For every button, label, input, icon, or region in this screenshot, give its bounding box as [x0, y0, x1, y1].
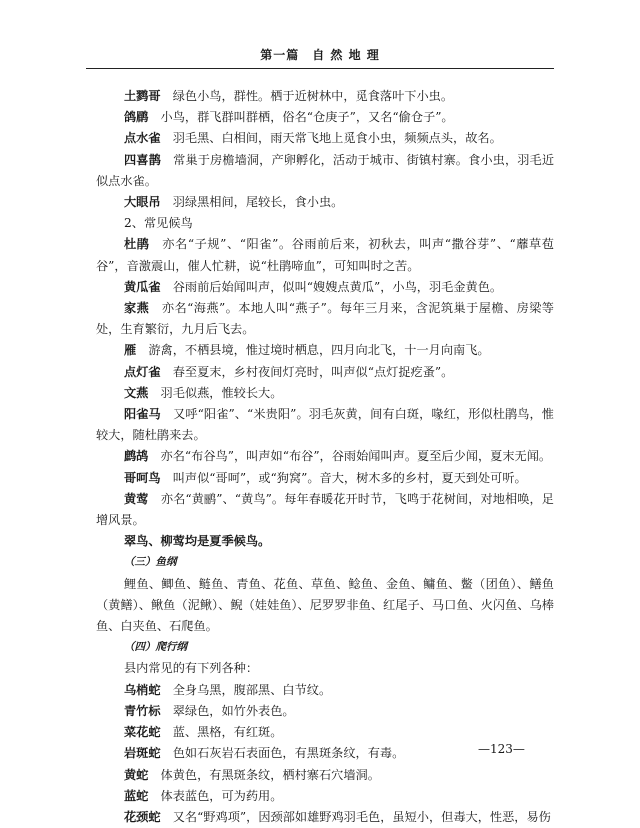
entry-name: 阳雀马 — [124, 407, 161, 422]
entry-text: 蓝、黑格，有红斑。 — [160, 725, 283, 740]
entry-text: 又呼“阳雀”、“米贵阳”。羽毛灰黄，间有白斑，喙红，形似杜鹃鸟，惟较大，随杜鹃来去。 — [96, 407, 554, 443]
entry-name: 花颈蛇 — [124, 809, 161, 824]
entry-name: 黄蛇 — [124, 767, 149, 782]
entry-paragraph — [96, 150, 554, 192]
entry-paragraph — [96, 489, 554, 531]
entry-name: 大眼吊 — [124, 195, 161, 210]
entry-paragraph — [96, 765, 554, 786]
entry-paragraph — [96, 701, 554, 722]
entry-paragraph — [96, 446, 554, 467]
entry-name: 家燕 — [124, 301, 150, 316]
header-rule — [86, 68, 554, 69]
body-paragraph: 鲤鱼、鲫鱼、鲢鱼、青鱼、花鱼、草鱼、鲶鱼、金鱼、鳙鱼、鳖（团鱼）、鳝鱼（黄鳝）、鳅鱼（泥鳅）、鲵（娃娃鱼）、尼罗罗非鱼、红尾子、马口鱼、火闪鱼、乌棒鱼、白夹鱼、石爬鱼。 — [96, 576, 554, 634]
entry-text: 体黄色，有黑斑条纹，栖村寨石穴墙洞。 — [148, 767, 380, 782]
entry-text: 全身乌黑，腹部黑、白节纹。 — [160, 682, 332, 697]
entry-paragraph — [96, 192, 554, 213]
entry-name: 菜花蛇 — [124, 725, 161, 740]
entry-text: 常巢于房檐墙洞，产卵孵化，活动于城市、街镇村寨。食小虫，羽毛近似点水雀。 — [96, 152, 555, 188]
entry-name: 哥呵鸟 — [124, 470, 161, 485]
entry-name: 蓝蛇 — [124, 788, 149, 803]
section-heading: （三）鱼纲 — [124, 556, 177, 569]
entry-paragraph — [96, 531, 554, 552]
entry-text: 羽绿黑相间，尾较长，食小虫。 — [160, 195, 344, 210]
entry-paragraph — [96, 298, 554, 340]
entry-paragraph — [96, 680, 554, 701]
entry-paragraph — [96, 786, 554, 807]
entry-text: 羽毛似燕，惟较长大。 — [148, 385, 283, 400]
entry-name: 点灯雀 — [124, 364, 161, 379]
entry-paragraph — [96, 107, 554, 128]
entry-text: 色如石灰岩石表面色，有黑斑条纹，有毒。 — [160, 746, 405, 761]
entry-name: 黄莺 — [124, 491, 149, 506]
entry-paragraph — [96, 340, 554, 361]
entry-text: 叫声似“哥呵”，或“狗窝”。音大，树木多的乡村，夏天到处可听。 — [160, 470, 527, 485]
entry-name: 四喜鹊 — [124, 152, 161, 167]
entry-name: 点水雀 — [124, 131, 161, 146]
page-number: —123— — [478, 742, 525, 756]
entry-paragraph — [96, 362, 554, 383]
entry-text: 翠绿色，如竹外表色。 — [160, 703, 295, 718]
entry-name: 鸽鹛 — [124, 110, 149, 125]
entry-paragraph — [96, 234, 554, 276]
section-heading: （四）爬行纲 — [124, 641, 187, 654]
subheading: 县内常见的有下列各种： — [124, 661, 259, 676]
running-header: 第一篇 自 然 地 理 — [260, 48, 380, 62]
entry-text: 亦名“布谷鸟”，叫声如“布谷”，谷雨始闻叫声。夏至后少闻，夏末无闻。 — [148, 449, 552, 464]
page-content — [96, 86, 554, 828]
entry-name: 翠鸟、柳莺均是夏季候鸟。 — [124, 534, 271, 549]
entry-text: 体表蓝色，可为药用。 — [148, 788, 283, 803]
entry-name: 鹧鸪 — [124, 449, 149, 464]
entry-paragraph — [96, 128, 554, 149]
entry-paragraph — [96, 468, 554, 489]
entry-name: 土鹨哥 — [124, 89, 161, 103]
entry-text: 小鸟，群飞群叫群栖，俗名“仓庚子”，又名“偷仓子”。 — [148, 110, 454, 125]
entry-text: 绿色小鸟，群性。栖于近树林中，觅食落叶下小虫。 — [160, 89, 454, 103]
entry-text: 游禽，不栖县境，惟过境时栖息，四月向北飞，十一月向南飞。 — [136, 343, 490, 358]
entry-text: 亦名“海燕”。本地人叫“燕子”。每年三月来，含泥筑巢于屋檐、房梁等处，生育繁衍，九月后飞去。 — [96, 301, 554, 337]
entry-text: 又名“野鸡项”，因颈部如雄野鸡羽毛色，虽短小，但毒大，性恶，易伤 — [160, 809, 551, 824]
entry-text: 春至夏末，乡村夜间灯亮时，叫声似“点灯捉疙蚤”。 — [160, 364, 454, 379]
entry-name: 黄瓜雀 — [124, 279, 161, 294]
entry-text: 亦名“子规”、“阳雀”。谷雨前后来，初秋去，叫声“撒谷芽”、“蘼草苞谷”，音激震山，催人忙耕，说“杜鹃啼血”，可知叫时之苦。 — [96, 237, 554, 273]
entry-text: 亦名“黄鹂”、“黄鸟”。每年春暖花开时节，飞鸣于花树间，对地相唤，足增风景。 — [96, 491, 554, 528]
entry-text: 谷雨前后始闻叫声，似叫“嫂嫂点黄瓜”，小鸟，羽毛金黄色。 — [160, 279, 503, 294]
entry-name: 文燕 — [124, 385, 149, 400]
entry-name: 杜鹃 — [124, 237, 150, 252]
entry-paragraph — [96, 383, 554, 404]
entry-paragraph — [96, 404, 554, 446]
entry-name: 雁 — [124, 343, 137, 358]
entry-name: 青竹标 — [124, 703, 161, 718]
entry-paragraph — [96, 86, 554, 107]
entry-paragraph — [96, 722, 554, 743]
entry-name: 乌梢蛇 — [124, 682, 161, 697]
entry-paragraph — [96, 277, 554, 298]
subheading: 2、常见候鸟 — [124, 216, 193, 231]
entry-name: 岩斑蛇 — [124, 746, 161, 761]
entry-paragraph — [96, 807, 554, 828]
entry-text: 羽毛黑、白相间，雨天常飞地上觅食小虫，频频点头，故名。 — [160, 131, 502, 146]
